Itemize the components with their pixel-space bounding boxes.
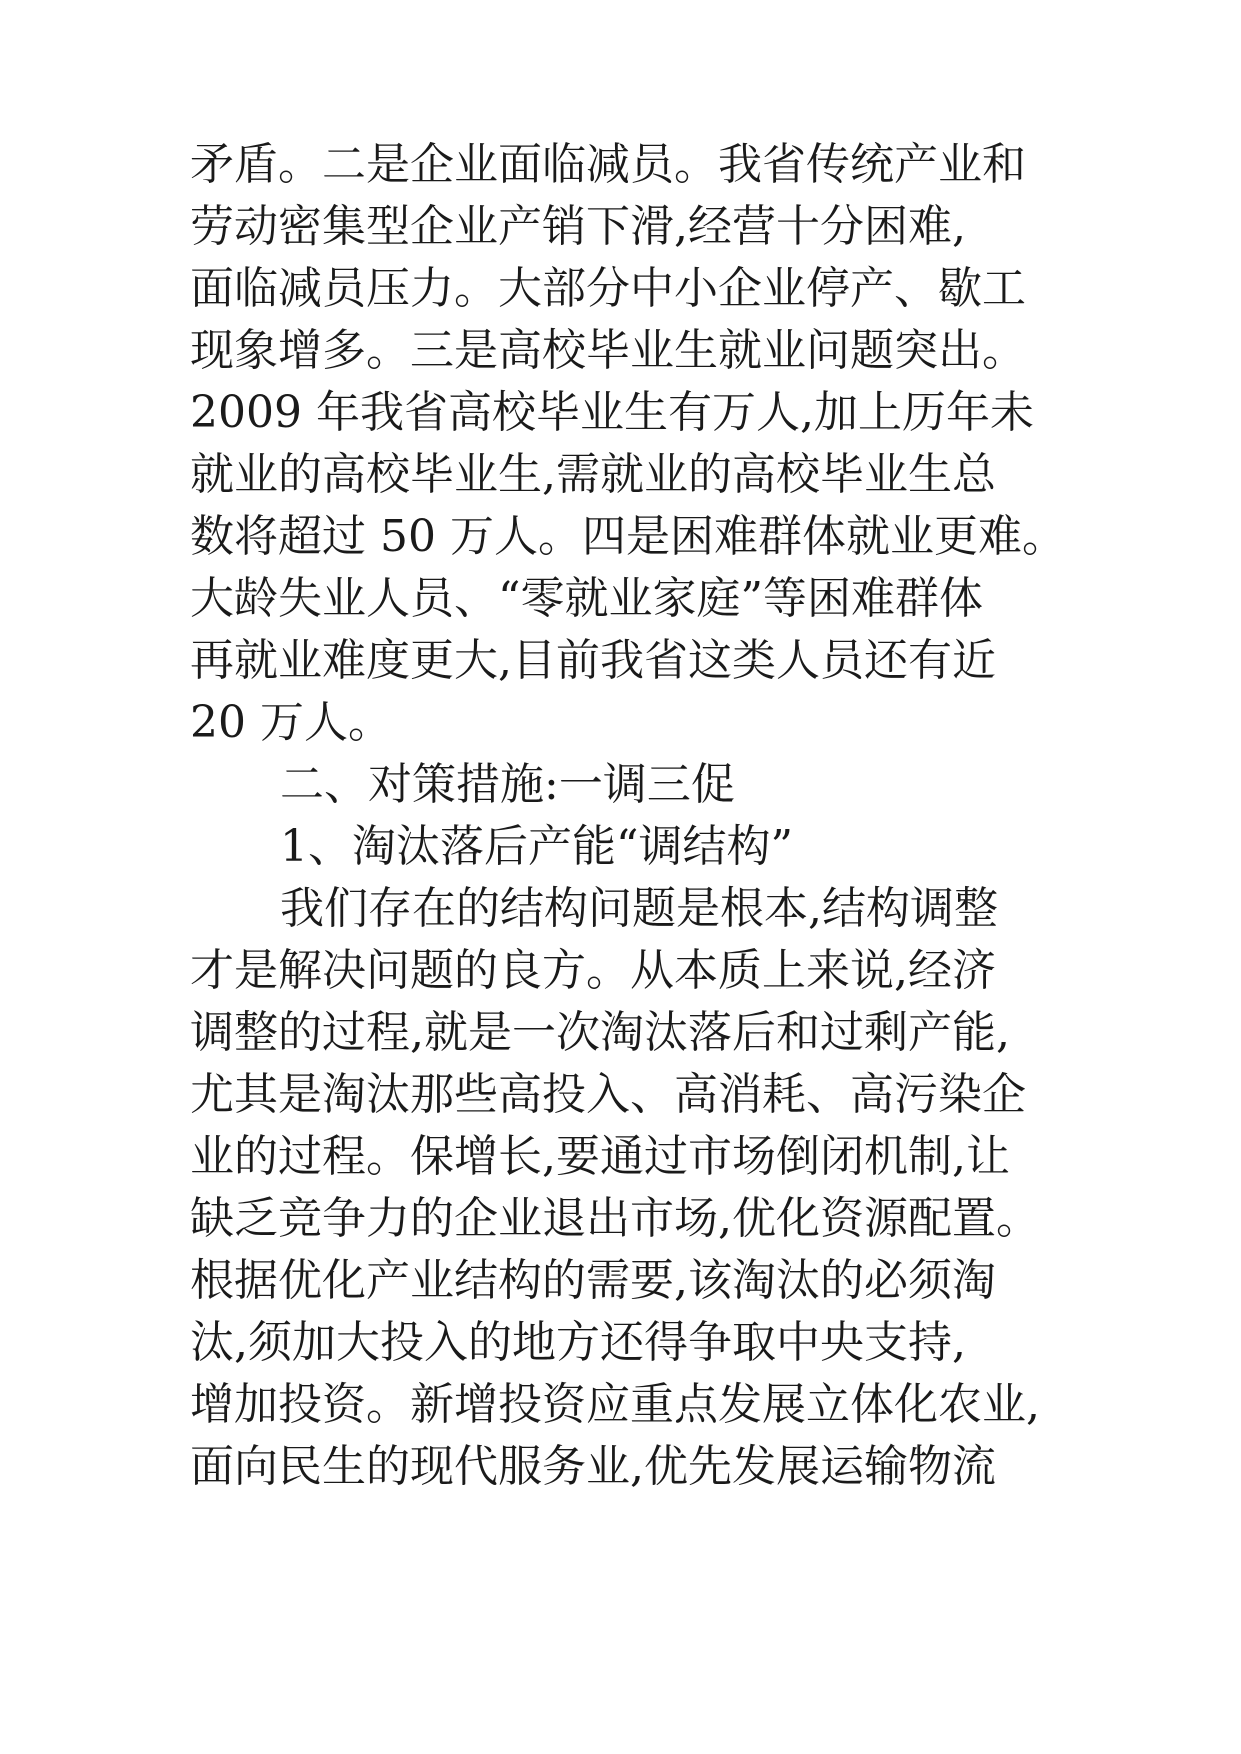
text-line: 再就业难度更大,目前我省这类人员还有近 [190, 635, 996, 686]
text-line: 大龄失业人员、“零就业家庭”等困难群体 [190, 573, 983, 624]
text-line: 缺乏竞争力的企业退出市场,优化资源配置。 [190, 1193, 1040, 1244]
text-line: 就业的高校毕业生,需就业的高校毕业生总 [190, 449, 996, 500]
text-line: 面向民生的现代服务业,优先发展运输物流 [190, 1441, 996, 1492]
text-line: 劳动密集型企业产销下滑,经营十分困难, [190, 201, 966, 252]
text-line: 调整的过程,就是一次淘汰落后和过剩产能, [190, 1007, 1010, 1058]
subsection-heading: 1、淘汰落后产能“调结构” [280, 821, 793, 872]
text-line: 矛盾。二是企业面临减员。我省传统产业和 [190, 139, 1026, 190]
text-line: 才是解决问题的良方。从本质上来说,经济 [190, 945, 996, 996]
text-line: 业的过程。保增长,要通过市场倒闭机制,让 [190, 1131, 1010, 1182]
text-line: 2009 年我省高校毕业生有万人,加上历年未 [190, 387, 1034, 438]
text-line: 汰,须加大投入的地方还得争取中央支持, [190, 1317, 966, 1368]
section-heading: 二、对策措施:一调三促 [280, 759, 735, 810]
text-line: 数将超过 50 万人。四是困难群体就业更难。 [190, 511, 1066, 562]
text-line: 尤其是淘汰那些高投入、高消耗、高污染企 [190, 1069, 1026, 1120]
text-line: 面临减员压力。大部分中小企业停产、歇工 [190, 263, 1026, 314]
text-line: 根据优化产业结构的需要,该淘汰的必须淘 [190, 1255, 996, 1306]
text-line: 现象增多。三是高校毕业生就业问题突出。 [190, 325, 1026, 376]
text-line: 我们存在的结构问题是根本,结构调整 [280, 883, 998, 934]
text-line: 增加投资。新增投资应重点发展立体化农业, [190, 1379, 1040, 1430]
text-line: 20 万人。 [190, 697, 392, 748]
